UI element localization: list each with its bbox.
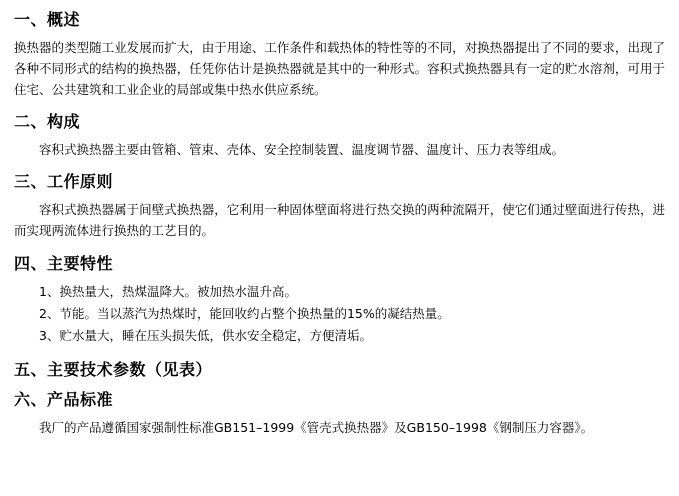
section-main-features xyxy=(14,254,665,347)
section-heading-technical-parameters: 五、主要技术参数（见表） xyxy=(14,360,213,379)
section-heading-structure: 二、构成 xyxy=(14,112,81,131)
section-heading-product-standard: 六、产品标准 xyxy=(14,390,114,409)
list-item: 2、节能。当以蒸汽为热煤时，能回收约占整个换热量的15%的凝结热量。 xyxy=(39,306,450,321)
section-product-standard xyxy=(14,390,665,438)
section-overview xyxy=(14,10,665,100)
section-heading-main-features: 四、主要特性 xyxy=(14,254,114,273)
section-technical-parameters xyxy=(14,360,665,380)
section-paragraph-overview: 换热器的类型随工业发展而扩大，由于用途、工作条件和载热体的特性等的不同，对换热器提出了不同的要求，出现了各种不同形式的结构的换热器，任凭你估计是换热器就是其中的一种形式。容积式换热器具有一定的贮水溶剂，可用于住宅、公共建筑和工业企业的局部或集中热水供应系统。 xyxy=(14,40,665,97)
section-paragraph-structure: 容积式换热器主要由管箱、管束、壳体、安全控制装置、温度调节器、温度计、压力表等组成。 xyxy=(39,142,565,157)
feature-list xyxy=(14,281,665,347)
section-paragraph-working-principle: 容积式换热器属于间壁式换热器，它利用一种固体壁面将进行热交换的两种流隔开，使它们通过壁面进行传热，进而实现两流体进行换热的工艺目的。 xyxy=(14,202,665,238)
section-heading-working-principle: 三、工作原则 xyxy=(14,172,114,191)
list-item: 1、换热量大，热煤温降大。被加热水温升高。 xyxy=(39,284,297,299)
section-paragraph-product-standard: 我厂的产品遵循国家强制性标准GB151–1999《管壳式换热器》及GB150–1998《钢制压力容器》。 xyxy=(39,420,594,435)
section-structure xyxy=(14,112,665,160)
list-item: 3、贮水量大，睡在压头损失低，供水安全稳定，方便清垢。 xyxy=(39,328,372,343)
section-working-principle xyxy=(14,172,665,241)
section-heading-overview: 一、概述 xyxy=(14,10,81,29)
